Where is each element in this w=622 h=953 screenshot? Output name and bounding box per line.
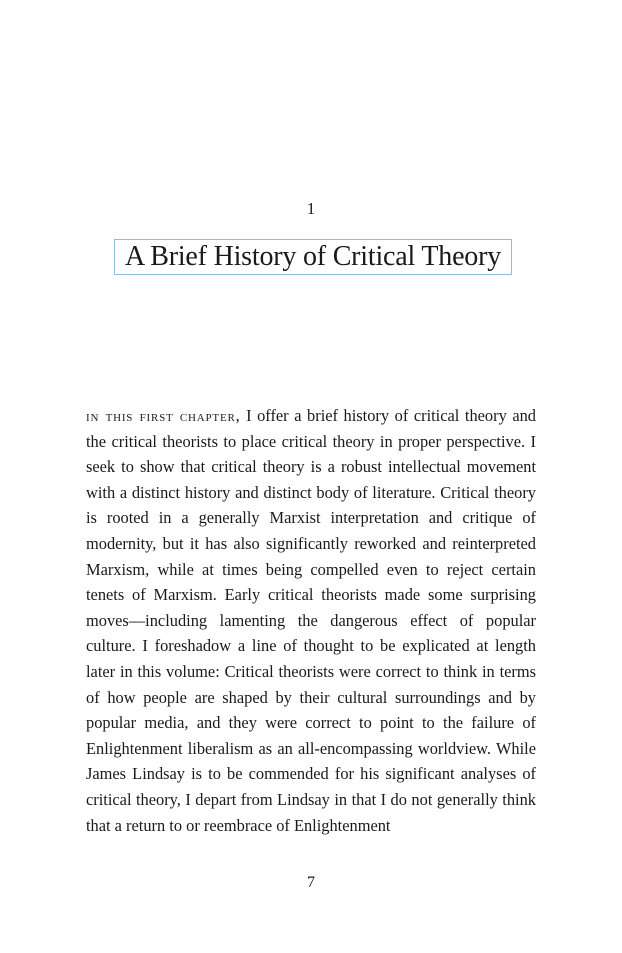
chapter-body-paragraph: [86, 403, 536, 838]
chapter-number: 1: [306, 199, 316, 218]
chapter-lead-in: in this first chapter,: [86, 406, 241, 425]
chapter-title[interactable]: A Brief History of Critical Theory: [114, 239, 512, 275]
page-number: 7: [307, 874, 315, 891]
chapter-body-text: I offer a brief history of critical theory and the critical theorists to place critical theory in proper perspective. I seek to show that critical theory is a robust intellectual movement with a distinct history and distinct body of literature. Critical theory is rooted in a generally Marxist interpretation and critique of modernity, but it has also significantly reworked and reinterpreted Marxism, while at times being compelled even to reject certain tenets of Marxism. Early critical theorists made some surprising moves—including lamenting the dangerous effect of popular culture. I foreshadow a line of thought to be explicated at length later in this volume: Critical theorists were correct to think in terms of how people are shaped by their cultural surroundings and by popular media, and they were correct to point to the failure of Enlightenment liberalism as an all-encompassing worldview. While James Lindsay is to be commended for his significant analyses of critical theory, I depart from Lindsay in that I do not generally think that a return to or reembrace of Enlightenment: [86, 406, 536, 835]
